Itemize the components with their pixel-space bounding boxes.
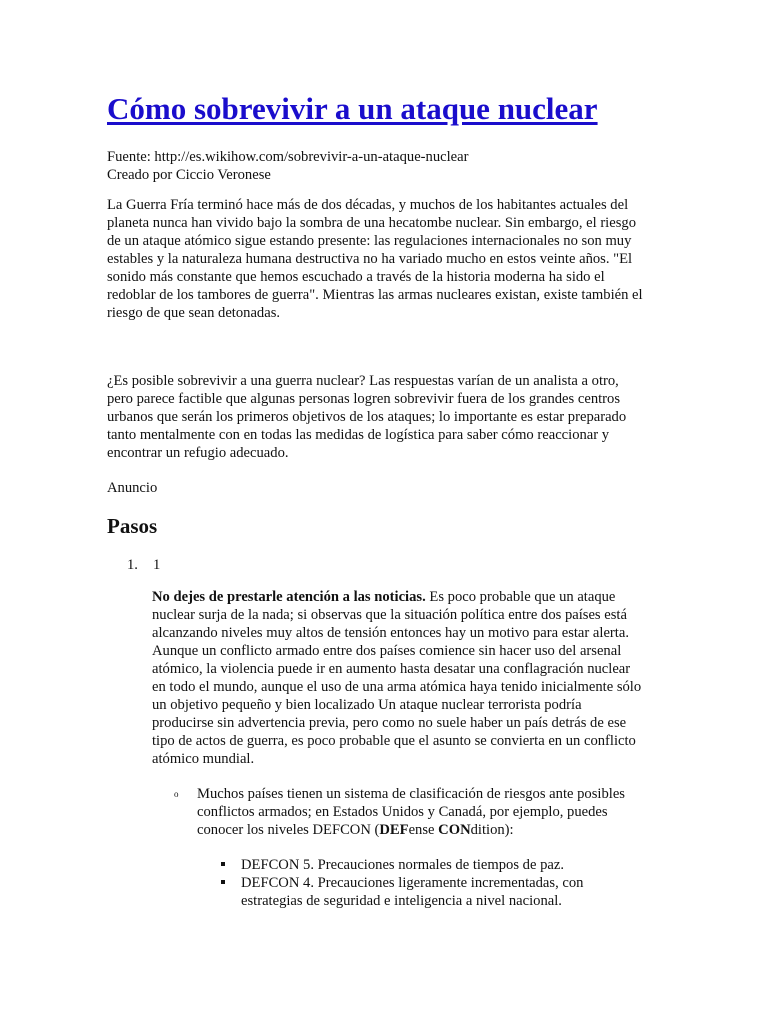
step-1-first-line: Es poco probable que un ataque: [425, 589, 616, 605]
text-line: redoblar de los tambores de guerra". Mientras las armas nucleares existan, existe también el: [107, 287, 643, 303]
text-line: estables y la naturaleza humana destructiva no ha variado mucho en estos veinte años. "El: [107, 251, 633, 267]
text-line: Muchos países tienen un sistema de clasificación de riesgos ante posibles: [197, 786, 625, 802]
text-line: DEFCON 5. Precauciones normales de tiempos de paz.: [241, 857, 565, 873]
text-line: alcanzando niveles muy altos de tensión entonces hay un motivo para estar alerta.: [152, 625, 629, 641]
text-line: tipo de actos de guerra, es poco probable que el asunto se convierta en un conflicto: [152, 733, 636, 749]
defcon-list-item-4: [241, 874, 641, 910]
ad-label: Anuncio: [107, 480, 158, 496]
text-line: ¿Es posible sobrevivir a una guerra nuclear? Las respuestas varían de un analista a otro,: [107, 373, 619, 389]
text-line: en todo el mundo, aunque el uso de una arma atómica haya tenido inicialmente sólo: [152, 679, 642, 695]
source-line: Fuente: http://es.wikihow.com/sobrevivir-a-un-ataque-nuclear: [107, 149, 469, 165]
text-line: [197, 821, 647, 839]
step-1-body: [152, 588, 660, 768]
step-number: 1: [153, 557, 161, 573]
text-line: producirse sin advertencia previa, pero como no suele haber un país detrás de ese: [152, 715, 627, 731]
text-line: atómico, la violencia puede ir en aumento hasta desatar una conflagración nuclear: [152, 661, 631, 677]
defcon-bold-con: CON: [438, 822, 471, 838]
defcon-list-item-5: [241, 856, 641, 874]
square-bullet-icon: [221, 862, 225, 866]
text-line: La Guerra Fría terminó hace más de dos décadas, y muchos de los habitantes actuales del: [107, 197, 629, 213]
text-line: pero parece factible que algunas personas logren sobrevivir fuera de los grandes centros: [107, 391, 621, 407]
document-page: [107, 88, 667, 910]
text-line: encontrar un refugio adecuado.: [107, 445, 289, 461]
circle-bullet-icon: o: [174, 789, 179, 799]
list-number: 1.: [127, 557, 138, 573]
text-line: sonido más constante que hemos escuchado a través de la historia moderna ha sido el: [107, 269, 605, 285]
ordered-list-item-1: [107, 556, 667, 574]
defcon-intro-text: conocer los niveles DEFCON (: [197, 822, 380, 838]
intro-paragraph-1: [107, 196, 667, 322]
text-line: estrategias de seguridad e inteligencia a nivel nacional.: [241, 893, 562, 909]
defcon-mid-text: ense: [408, 822, 439, 838]
text-line: de un ataque atómico sigue estando presente: las regulaciones internacionales no son muy: [107, 233, 632, 249]
article-title-link[interactable]: Cómo sobrevivir a un ataque nuclear: [107, 91, 598, 126]
text-line: atómico mundial.: [152, 751, 255, 767]
defcon-end-text: dition):: [470, 822, 514, 838]
step-1-bold-lead: No dejes de prestarle atención a las noticias.: [152, 589, 426, 605]
text-line: tanto mentalmente con en todas las medidas de logística para saber cómo reaccionar y: [107, 427, 610, 443]
text-line: nuclear surja de la nada; si observas que la situación política entre dos países está: [152, 607, 627, 623]
square-bullet-icon: [221, 880, 225, 884]
text-line: un objetivo pequeño y bien localizado Un ataque nuclear terrorista podría: [152, 697, 582, 713]
article-meta: [107, 148, 667, 184]
text-line: planeta nunca han vivido bajo la sombra de una hecatombe nuclear. Sin embargo, el riesgo: [107, 215, 636, 231]
sub-list-item: [174, 785, 647, 839]
defcon-bold-def: DEF: [379, 822, 409, 838]
intro-paragraph-2: [107, 372, 667, 462]
text-line: riesgo de que sean detonadas.: [107, 305, 281, 321]
text-line: Aunque un conflicto armado entre dos países comience sin hacer uso del arsenal: [152, 643, 622, 659]
steps-heading: Pasos: [107, 514, 158, 538]
text-line: conflictos armados; en Estados Unidos y Canadá, por ejemplo, puedes: [197, 804, 608, 820]
text-line: [152, 588, 660, 606]
author-line: Creado por Ciccio Veronese: [107, 167, 271, 183]
text-line: urbanos que serán los primeros objetivos de los ataques; lo importante es estar preparado: [107, 409, 627, 425]
text-line: DEFCON 4. Precauciones ligeramente incrementadas, con: [241, 875, 584, 891]
